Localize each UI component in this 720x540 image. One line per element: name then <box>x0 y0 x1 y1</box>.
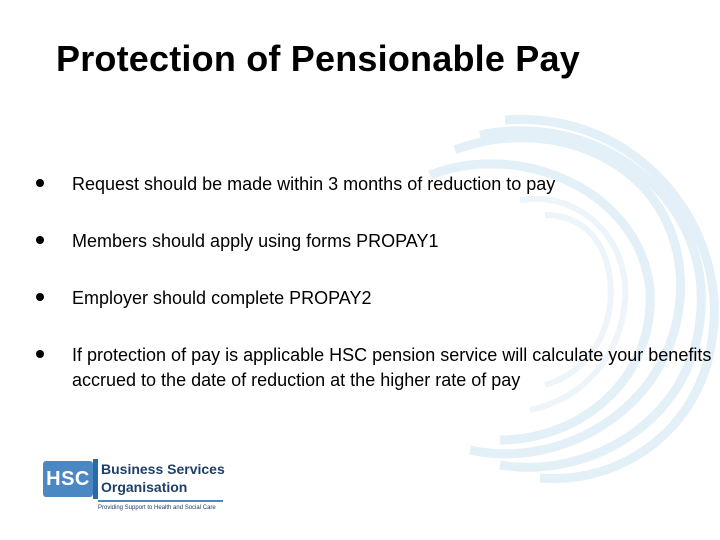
bullet-icon <box>36 236 44 244</box>
logo-org-name-line2: Organisation <box>101 479 188 495</box>
logo-divider <box>98 500 223 502</box>
bullet-text: Request should be made within 3 months of reduction to pay <box>72 174 556 194</box>
bullet-icon <box>36 350 44 358</box>
hsc-logo-mark: HSC <box>43 461 93 497</box>
logo-org-name-line1: Business Services <box>101 461 225 477</box>
slide-title: Protection of Pensionable Pay <box>56 38 580 79</box>
logo-tagline: Providing Support to Health and Social Care <box>98 505 216 511</box>
hsc-logo-tab <box>93 459 98 499</box>
bullet-icon <box>36 179 44 187</box>
bullet-text: Employer should complete PROPAY2 <box>72 288 372 308</box>
bullet-icon <box>36 293 44 301</box>
hsc-bso-logo <box>43 459 233 519</box>
bullet-text: Members should apply using forms PROPAY1 <box>72 231 439 251</box>
bullet-text: If protection of pay is applicable HSC pension service will calculate your benefits accrued to the date of reduction at the higher rate of pay <box>72 345 712 390</box>
